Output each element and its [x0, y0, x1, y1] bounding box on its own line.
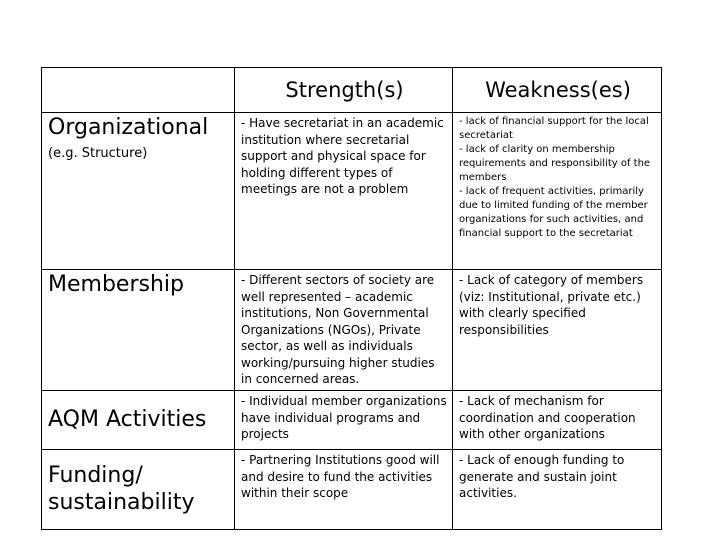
strength-cell: - Different sectors of society are well represented – academic institutions, Non Governmental Organizations (NGOs), Private sector, as well as individuals working/pursuing higher studies in concerned areas. — [235, 270, 453, 391]
row-label-cell — [42, 270, 235, 391]
row-label: Organizational — [48, 115, 209, 140]
row-label-cell — [42, 450, 235, 530]
weakness-line: - lack of frequent activities, primarily due to limited funding of the member organizations for such activities, and financial support to the secretariat — [459, 186, 648, 239]
strength-cell: - Partnering Institutions good will and desire to fund the activities within their scope — [235, 450, 453, 530]
row-label-cell — [42, 391, 235, 450]
header-row — [42, 68, 662, 113]
weakness-cell: - Lack of category of members (viz: Institutional, private etc.) with clearly specified responsibilities — [453, 270, 662, 391]
weakness-cell: - Lack of enough funding to generate and sustain joint activities. — [453, 450, 662, 530]
row-label: AQM Activities — [48, 406, 207, 432]
header-corner-cell — [42, 68, 235, 113]
weakness-cell: - Lack of mechanism for coordination and cooperation with other organizations — [453, 391, 662, 450]
table-row — [42, 270, 662, 391]
strength-cell: - Have secretariat in an academic institution where secretarial support and physical space for holding different types of meetings are not a problem — [235, 113, 453, 270]
header-weakness: Weakness(es) — [453, 68, 662, 113]
row-label-cell — [42, 113, 235, 270]
row-label: Membership — [48, 272, 184, 297]
table-row — [42, 113, 662, 270]
strength-cell: - Individual member organizations have individual programs and projects — [235, 391, 453, 450]
row-label: Funding/ sustainability — [48, 463, 195, 515]
weakness-line: - lack of clarity on membership requirements and responsibility of the members — [459, 144, 651, 183]
row-sublabel: (e.g. Structure) — [48, 146, 148, 162]
swot-table — [41, 67, 662, 530]
header-strength: Strength(s) — [235, 68, 453, 113]
table-row — [42, 450, 662, 530]
weakness-cell — [453, 113, 662, 270]
weakness-line: - lack of financial support for the local secretariat — [459, 116, 649, 141]
table-row — [42, 391, 662, 450]
